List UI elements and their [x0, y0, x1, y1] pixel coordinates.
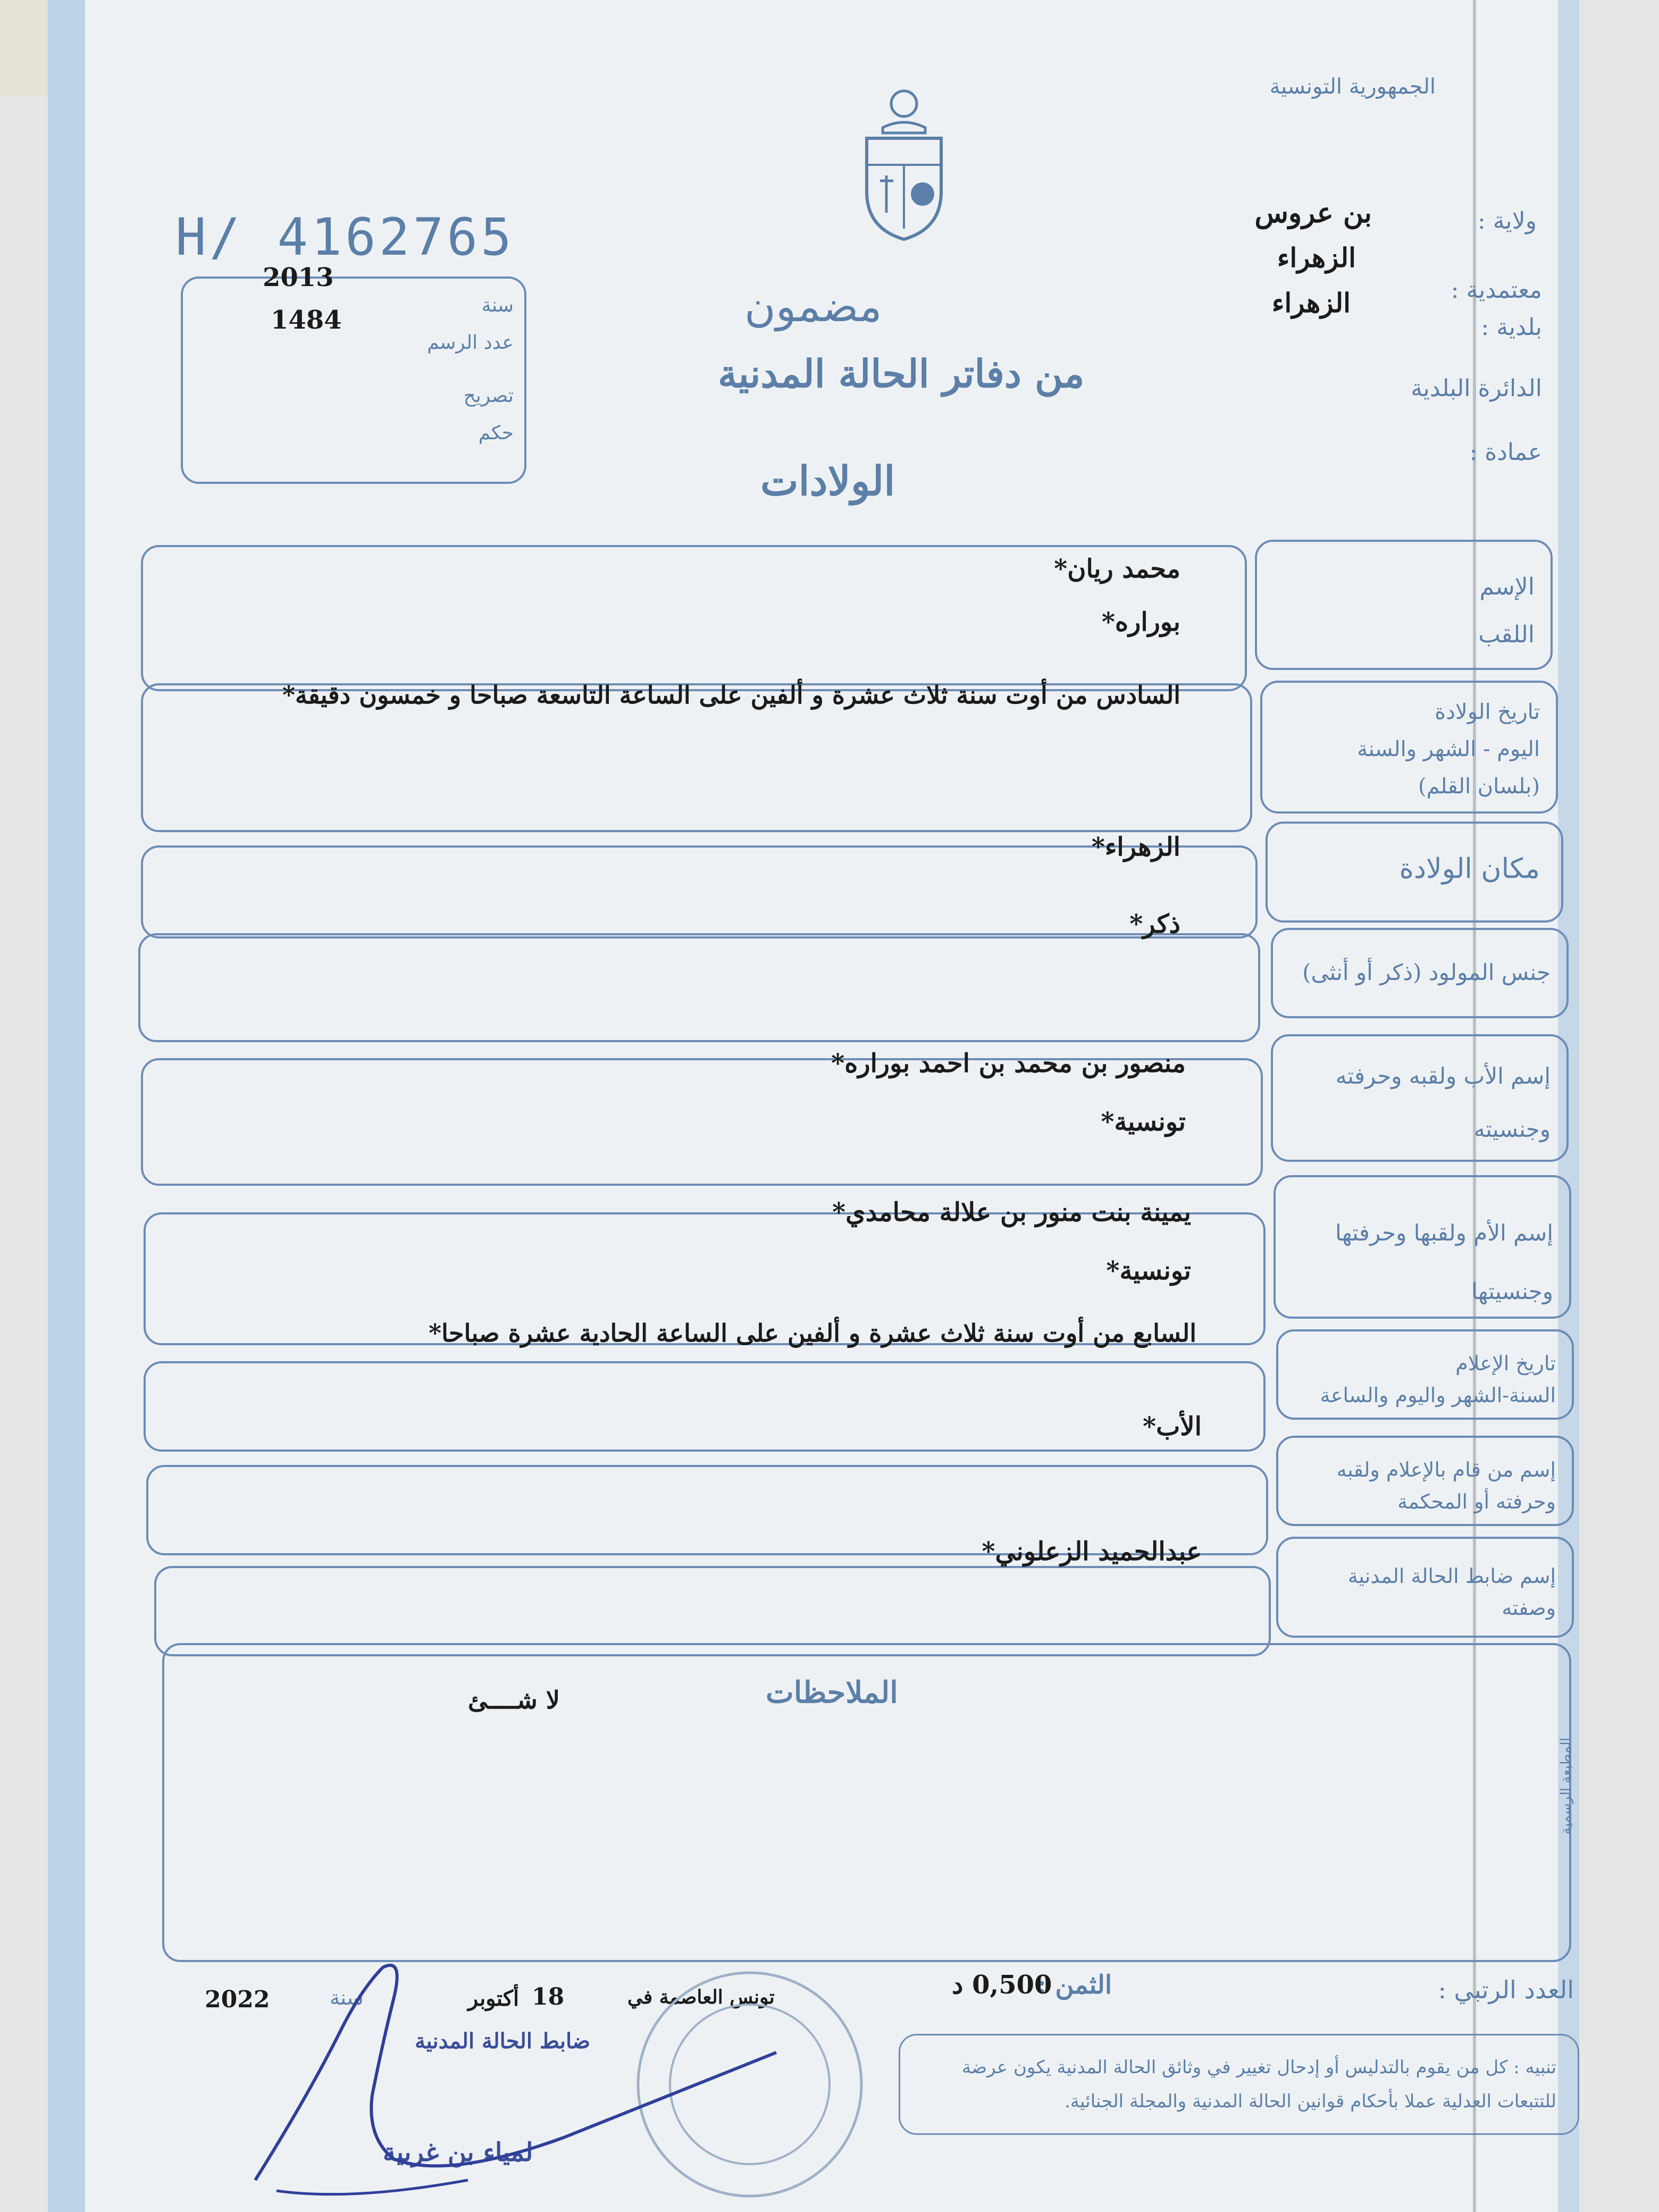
field-value: محمد ريان* بوراره*	[1054, 554, 1180, 637]
field-label: إسم الأم ولقبها وحرفتها وجنسيتها	[1335, 1220, 1553, 1304]
label-box	[1271, 1034, 1569, 1162]
field-label: إسم الأب ولقبه وحرفته وجنسيته	[1335, 1063, 1551, 1142]
municipality-label: بلدية :	[1481, 314, 1542, 341]
wilaya-value: بن عروس	[1254, 197, 1372, 229]
value-box	[141, 845, 1258, 939]
field-label: إسم ضابط الحالة المدنية وصفته	[1347, 1564, 1556, 1620]
municipality-value: الزهراء	[1271, 287, 1351, 319]
title-extract: مضمون	[744, 282, 882, 331]
price-label: الثمن :	[1037, 1970, 1112, 2000]
field-value: يمينة بنت منور بن علالة محامدي* تونسية*	[832, 1197, 1191, 1286]
label-box	[1273, 1175, 1571, 1319]
issue-day: 18	[532, 1983, 565, 2010]
issue-year-label: سنة	[330, 1986, 364, 2009]
remarks-label: الملاحظات	[766, 1675, 898, 1710]
serial-number: H/ 4162765	[175, 207, 515, 267]
remarks-value: لا شــــئ	[468, 1686, 560, 1714]
tunisia-coat-of-arms-icon	[851, 85, 957, 245]
ruling-label: حكم	[478, 422, 514, 444]
field-label: الإسم اللقب	[1478, 573, 1535, 648]
delegation-label: معتمدية :	[1451, 276, 1542, 304]
field-value: عبدالحميد الزعلوني*	[982, 1537, 1202, 1566]
field-value: السابع من أوت سنة ثلاث عشرة و ألفين على الساعة الحادية عشرة صباحا*	[429, 1319, 1196, 1347]
label-box	[1266, 822, 1563, 923]
field-label: جنس المولود (ذكر أو أنثى)	[1302, 959, 1551, 985]
issue-month: أكتوبر	[468, 1986, 520, 2011]
field-label: إسم من قام بالإعلام ولقبه وحرفته أو المحكمة	[1336, 1458, 1556, 1513]
delegation-value: الزهراء	[1277, 242, 1356, 273]
legal-notice: تنبيه : كل من يقوم بالتدليس أو إدحال تغيير في وثائق الحالة المدنية يكون عرضة للتتبعات العدلية عملا بأحكام قوانين الحالة المدنية والمجلة الجنائية.	[962, 2057, 1556, 2112]
field-value: ذكر*	[1129, 909, 1180, 939]
omada-label: عمادة :	[1469, 439, 1542, 466]
republic-label: الجمهورية التونسية	[1269, 74, 1436, 99]
price-value: 0,500 د	[952, 1970, 1052, 2000]
declaration-label: تصريح	[463, 385, 514, 407]
year-label: سنة	[481, 295, 514, 316]
signature-and-stamp	[245, 1936, 883, 2212]
section-births: الولادات	[760, 457, 895, 505]
field-value: الأب*	[1143, 1412, 1202, 1442]
officer-title: ضابط الحالة المدنية	[415, 2029, 591, 2054]
wilaya-label: ولاية :	[1478, 207, 1537, 234]
label-box	[1260, 681, 1558, 814]
registration-number-label: عدد الرسم	[427, 332, 514, 354]
officer-name: لمياء بن غربية	[383, 2138, 533, 2167]
label-box	[1276, 1537, 1574, 1638]
notice-box	[899, 2034, 1579, 2135]
field-value: السادس من أوت سنة ثلاث عشرة و ألفين على الساعة التاسعة صباحا و خمسون دقيقة*	[282, 681, 1180, 709]
value-box	[138, 933, 1260, 1042]
municipal-district-label: الدائرة البلدية	[1411, 375, 1542, 402]
label-box	[1276, 1436, 1574, 1526]
field-value: منصور بن محمد بن احمد بوراره* تونسية*	[831, 1049, 1186, 1137]
printer-imprint: المطبعة الرسمية	[1558, 1737, 1574, 1834]
field-label: تاريخ الولادة اليوم - الشهر والسنة (بلسان القلم)	[1357, 700, 1540, 799]
registration-number-value: 1484	[271, 305, 342, 335]
issue-year: 2022	[205, 1986, 270, 2013]
label-box	[1255, 540, 1553, 670]
registry-box	[181, 263, 526, 484]
year-value: 2013	[263, 263, 334, 292]
field-label: مكان الولادة	[1399, 853, 1540, 885]
label-box	[1271, 928, 1569, 1018]
field-value: الزهراء*	[1091, 832, 1180, 862]
label-box	[1276, 1329, 1574, 1420]
value-box	[144, 1361, 1266, 1452]
issue-place: تونس العاصمة في	[627, 1986, 775, 2008]
title-registry: من دفاتر الحالة المدنية	[718, 351, 1085, 396]
ordinal-number-label: العدد الرتبي :	[1438, 1975, 1574, 2004]
field-label: تاريخ الإعلام السنة-الشهر واليوم والساعة	[1320, 1352, 1556, 1407]
